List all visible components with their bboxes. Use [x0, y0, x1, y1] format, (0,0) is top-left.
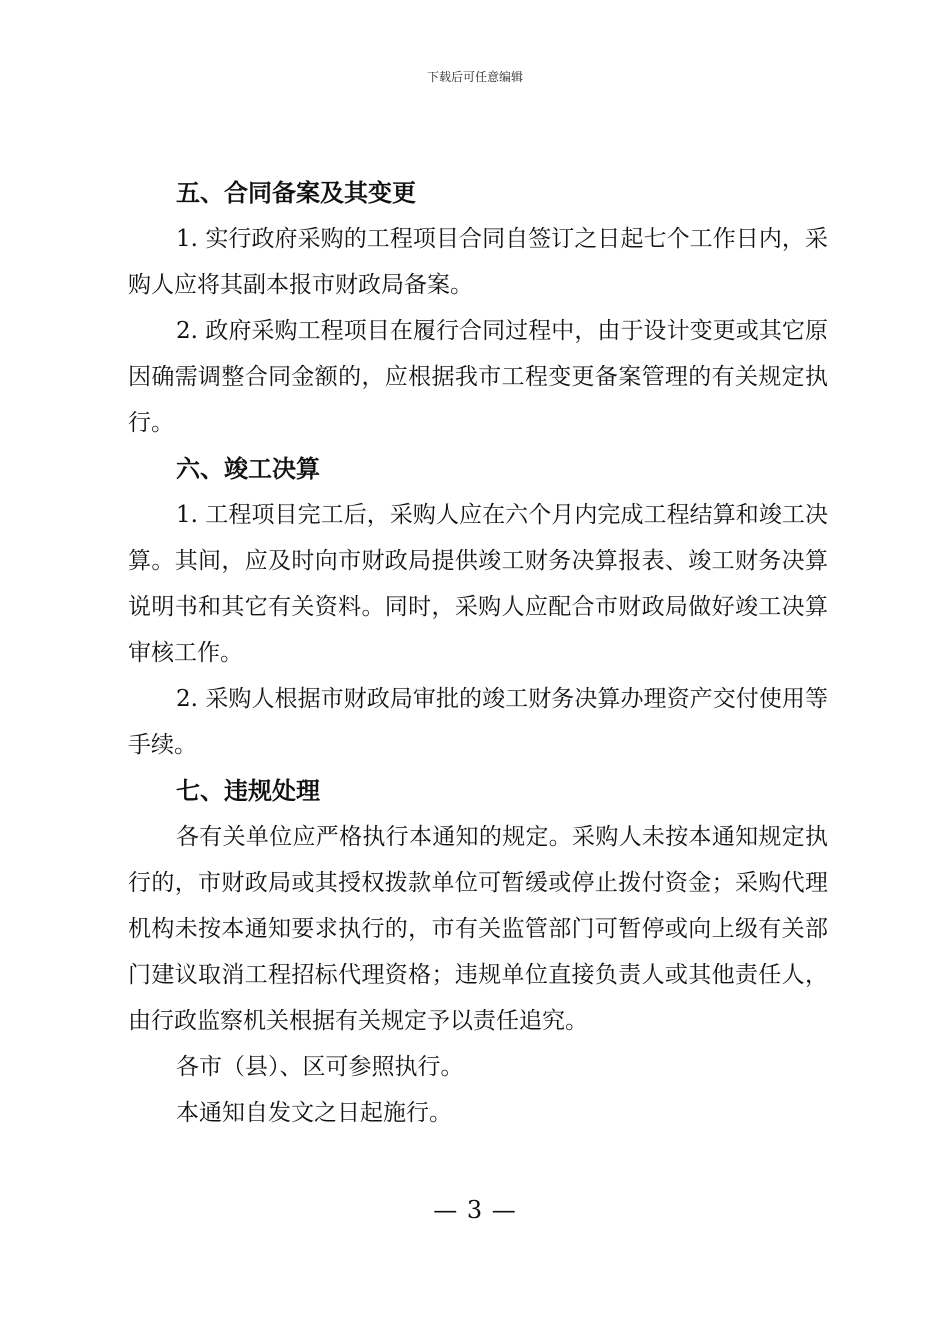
paragraph: 1. 工程项目完工后，采购人应在六个月内完成工程结算和竣工决算。其间，应及时向市财政局提供竣工财务决算报表、竣工财务决算说明书和其它有关资料。同时，采购人应配合市财政局做好竣工决算审核工作。 — [128, 502, 828, 666]
paragraph: 本通知自发文之日起施行。 — [176, 1100, 452, 1126]
section-violations — [128, 768, 828, 1136]
paragraph: 2. 采购人根据市财政局审批的竣工财务决算办理资产交付使用等手续。 — [128, 686, 828, 758]
paragraph: 各有关单位应严格执行本通知的规定。采购人未按本通知规定执行的，市财政局或其授权拨款单位可暂缓或停止拨付资金；采购代理机构未按本通知要求执行的，市有关监管部门可暂停或向上级有关部门建议取消工程招标代理资格；违规单位直接负责人或其他责任人，由行政监察机关根据有关规定予以责任追究。 — [128, 824, 828, 1034]
paragraph: 各市（县）、区可参照执行。 — [176, 1054, 464, 1080]
paragraph: 1. 实行政府采购的工程项目合同自签订之日起七个工作日内，采购人应将其副本报市财政局备案。 — [128, 226, 828, 298]
section-heading: 七、违规处理 — [176, 777, 320, 805]
paragraph: 2. 政府采购工程项目在履行合同过程中，由于设计变更或其它原因确需调整合同金额的，应根据我市工程变更备案管理的有关规定执行。 — [128, 318, 828, 436]
section-contract-filing — [128, 170, 828, 446]
header-note: 下载后可任意编辑 — [426, 70, 523, 84]
page-number: — 3 — — [433, 1196, 517, 1224]
section-heading: 六、竣工决算 — [176, 455, 320, 483]
section-final-accounts — [128, 446, 828, 768]
document-body — [128, 170, 828, 1136]
section-heading: 五、合同备案及其变更 — [176, 179, 416, 207]
